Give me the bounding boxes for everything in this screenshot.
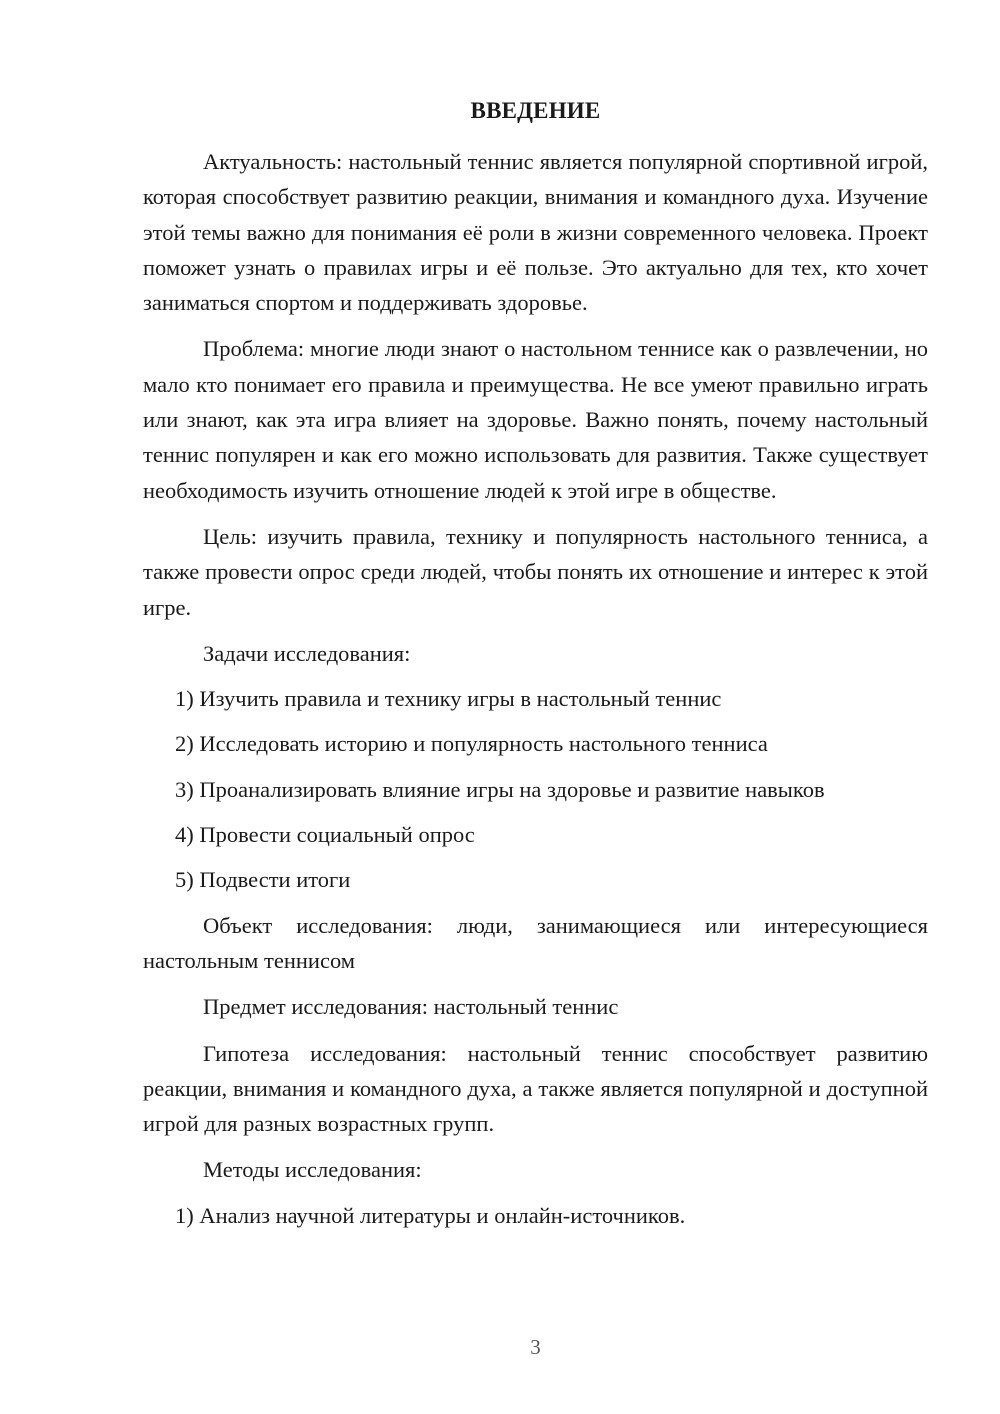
hypothesis-paragraph: Гипотеза исследования: настольный теннис способствует развитию реакции, внимания и командного духа, а также является популярной и доступной игрой для разных возрастных групп. (143, 1040, 928, 1137)
task-item: 5) Подвести итоги (175, 867, 351, 893)
relevance-paragraph: Актуальность: настольный теннис является популярной спортивной игрой, которая способствует развитию реакции, внимания и командного духа. Изучение этой темы важно для понимания её роли в жизни современного человека. Проект поможет узнать о правилах игры и её пользе. Это актуально для тех, кто хочет заниматься спортом и поддерживать здоровье. (143, 149, 928, 316)
task-item: 4) Провести социальный опрос (175, 822, 475, 848)
methods-heading: Методы исследования: (203, 1157, 422, 1183)
problem-paragraph: Проблема: многие люди знают о настольном теннисе как о развлечении, но мало кто понимает его правила и преимущества. Не все умеют правильно играть или знают, как эта игра влияет на здоровье. Важно понять, почему настольный теннис популярен и как его можно использовать для развития. Также существует необходимость изучить отношение людей к этой игре в обществе. (143, 336, 928, 503)
document-page (143, 0, 928, 1414)
task-item: 1) Изучить правила и технику игры в настольный теннис (175, 686, 722, 712)
goal-paragraph: Цель: изучить правила, технику и популярность настольного тенниса, а также провести опрос среди людей, чтобы понять их отношение и интерес к этой игре. (143, 523, 928, 620)
task-item: 2) Исследовать историю и популярность настольного тенниса (175, 731, 768, 757)
method-item: 1) Анализ научной литературы и онлайн-источников. (175, 1202, 686, 1228)
page-number: 3 (530, 1335, 541, 1359)
task-item: 3) Проанализировать влияние игры на здоровье и развитие навыков (175, 776, 825, 802)
object-paragraph: Объект исследования: люди, занимающиеся или интересующиеся настольным теннисом (143, 912, 928, 973)
document-body (143, 144, 928, 1243)
subject-paragraph: Предмет исследования: настольный теннис (203, 994, 619, 1020)
tasks-heading: Задачи исследования: (203, 640, 411, 666)
page-title: ВВЕДЕНИЕ (470, 98, 601, 123)
